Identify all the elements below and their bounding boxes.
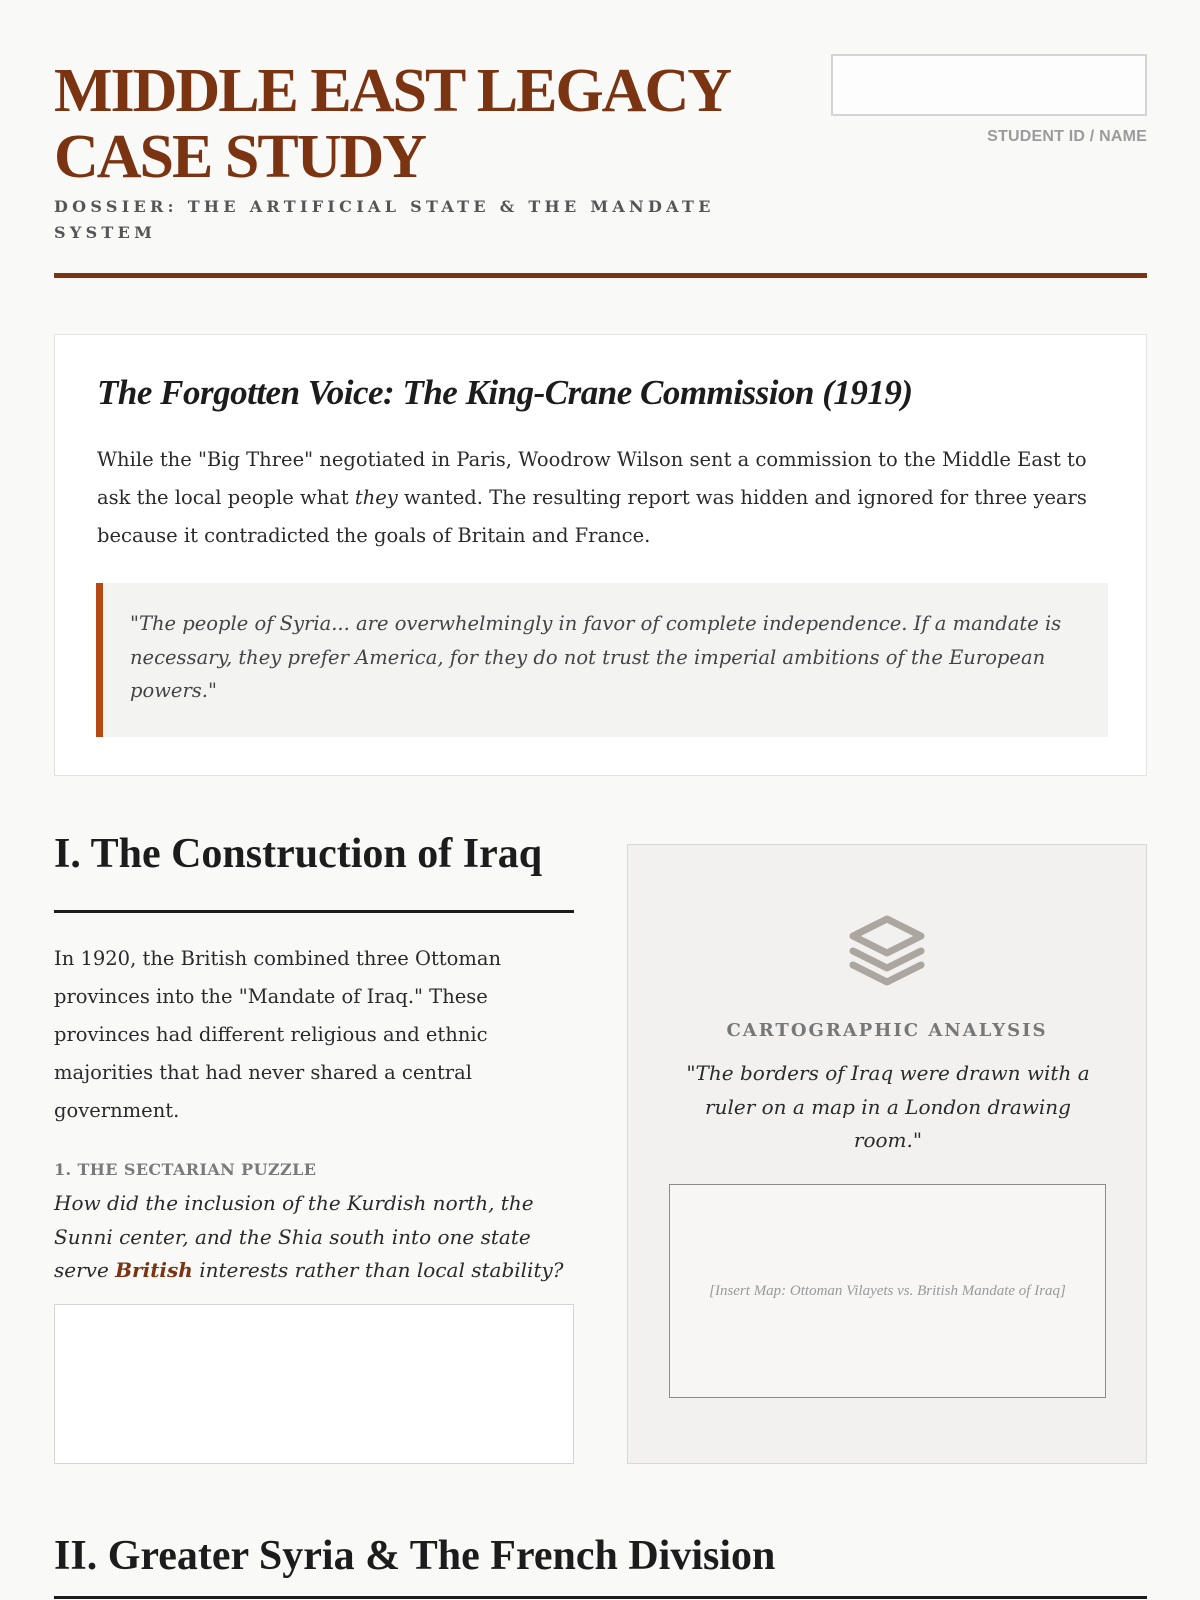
section-2-divider [54,1596,1147,1599]
section-1-title: I. The Construction of Iraq [54,831,543,877]
question-1-text [54,1187,574,1288]
student-id-input[interactable] [831,54,1147,116]
cartographic-quote: "The borders of Iraq were drawn with a ruler on a map in a London drawing room." [686,1061,1090,1152]
question-1-label: 1. THE SECTARIAN PUZZLE [54,1160,317,1179]
question-1-text-end: interests rather than local stability? [192,1258,564,1282]
title-line-1: MIDDLE EAST LEGACY [54,57,731,125]
commission-body-text-end: wanted. The resulting report was hidden and ignored for three years because it contradicted the goals of Britain and France. [97,486,1087,547]
commission-quote: "The people of Syria... are overwhelmingly in favor of complete independence. If a mandate is necessary, they prefer America, for they do not trust the imperial ambitions of the European powers." [96,583,1108,737]
commission-body-emphasis: they [354,486,398,509]
header-divider [54,273,1147,278]
map-placeholder: [Insert Map: Ottoman Vilayets vs. British Mandate of Iraq] [669,1184,1106,1398]
title-line-2: CASE STUDY [54,123,426,191]
commission-body-text: While the "Big Three" negotiated in Paris, Woodrow Wilson sent a commission to the Middle East to ask the local people what [97,448,1087,509]
page-subtitle: DOSSIER: THE ARTIFICIAL STATE & THE MANDATE SYSTEM [54,197,715,242]
layers-icon [849,913,925,989]
question-1-highlight: British [115,1258,193,1282]
student-id-label: STUDENT ID / NAME [987,128,1147,145]
question-1-text-start: How did the inclusion of the Kurdish north, the Sunni center, and the Shia south into one state serve [54,1191,534,1282]
section-1-body: In 1920, the British combined three Ottoman provinces into the "Mandate of Iraq." These provinces had different religious and ethnic majorities that had never shared a central government. [54,947,502,1122]
worksheet-page [54,0,1147,1600]
question-1-answer-field[interactable] [54,1304,574,1464]
commission-card [54,334,1147,776]
commission-heading: The Forgotten Voice: The King-Crane Commission (1919) [97,373,913,412]
section-2-title: II. Greater Syria & The French Division [54,1533,776,1579]
commission-body [97,441,1107,555]
page-title [54,58,774,190]
cartographic-label: CARTOGRAPHIC ANALYSIS [726,1020,1048,1041]
section-1-divider [54,910,574,913]
cartographic-panel [627,844,1147,1464]
